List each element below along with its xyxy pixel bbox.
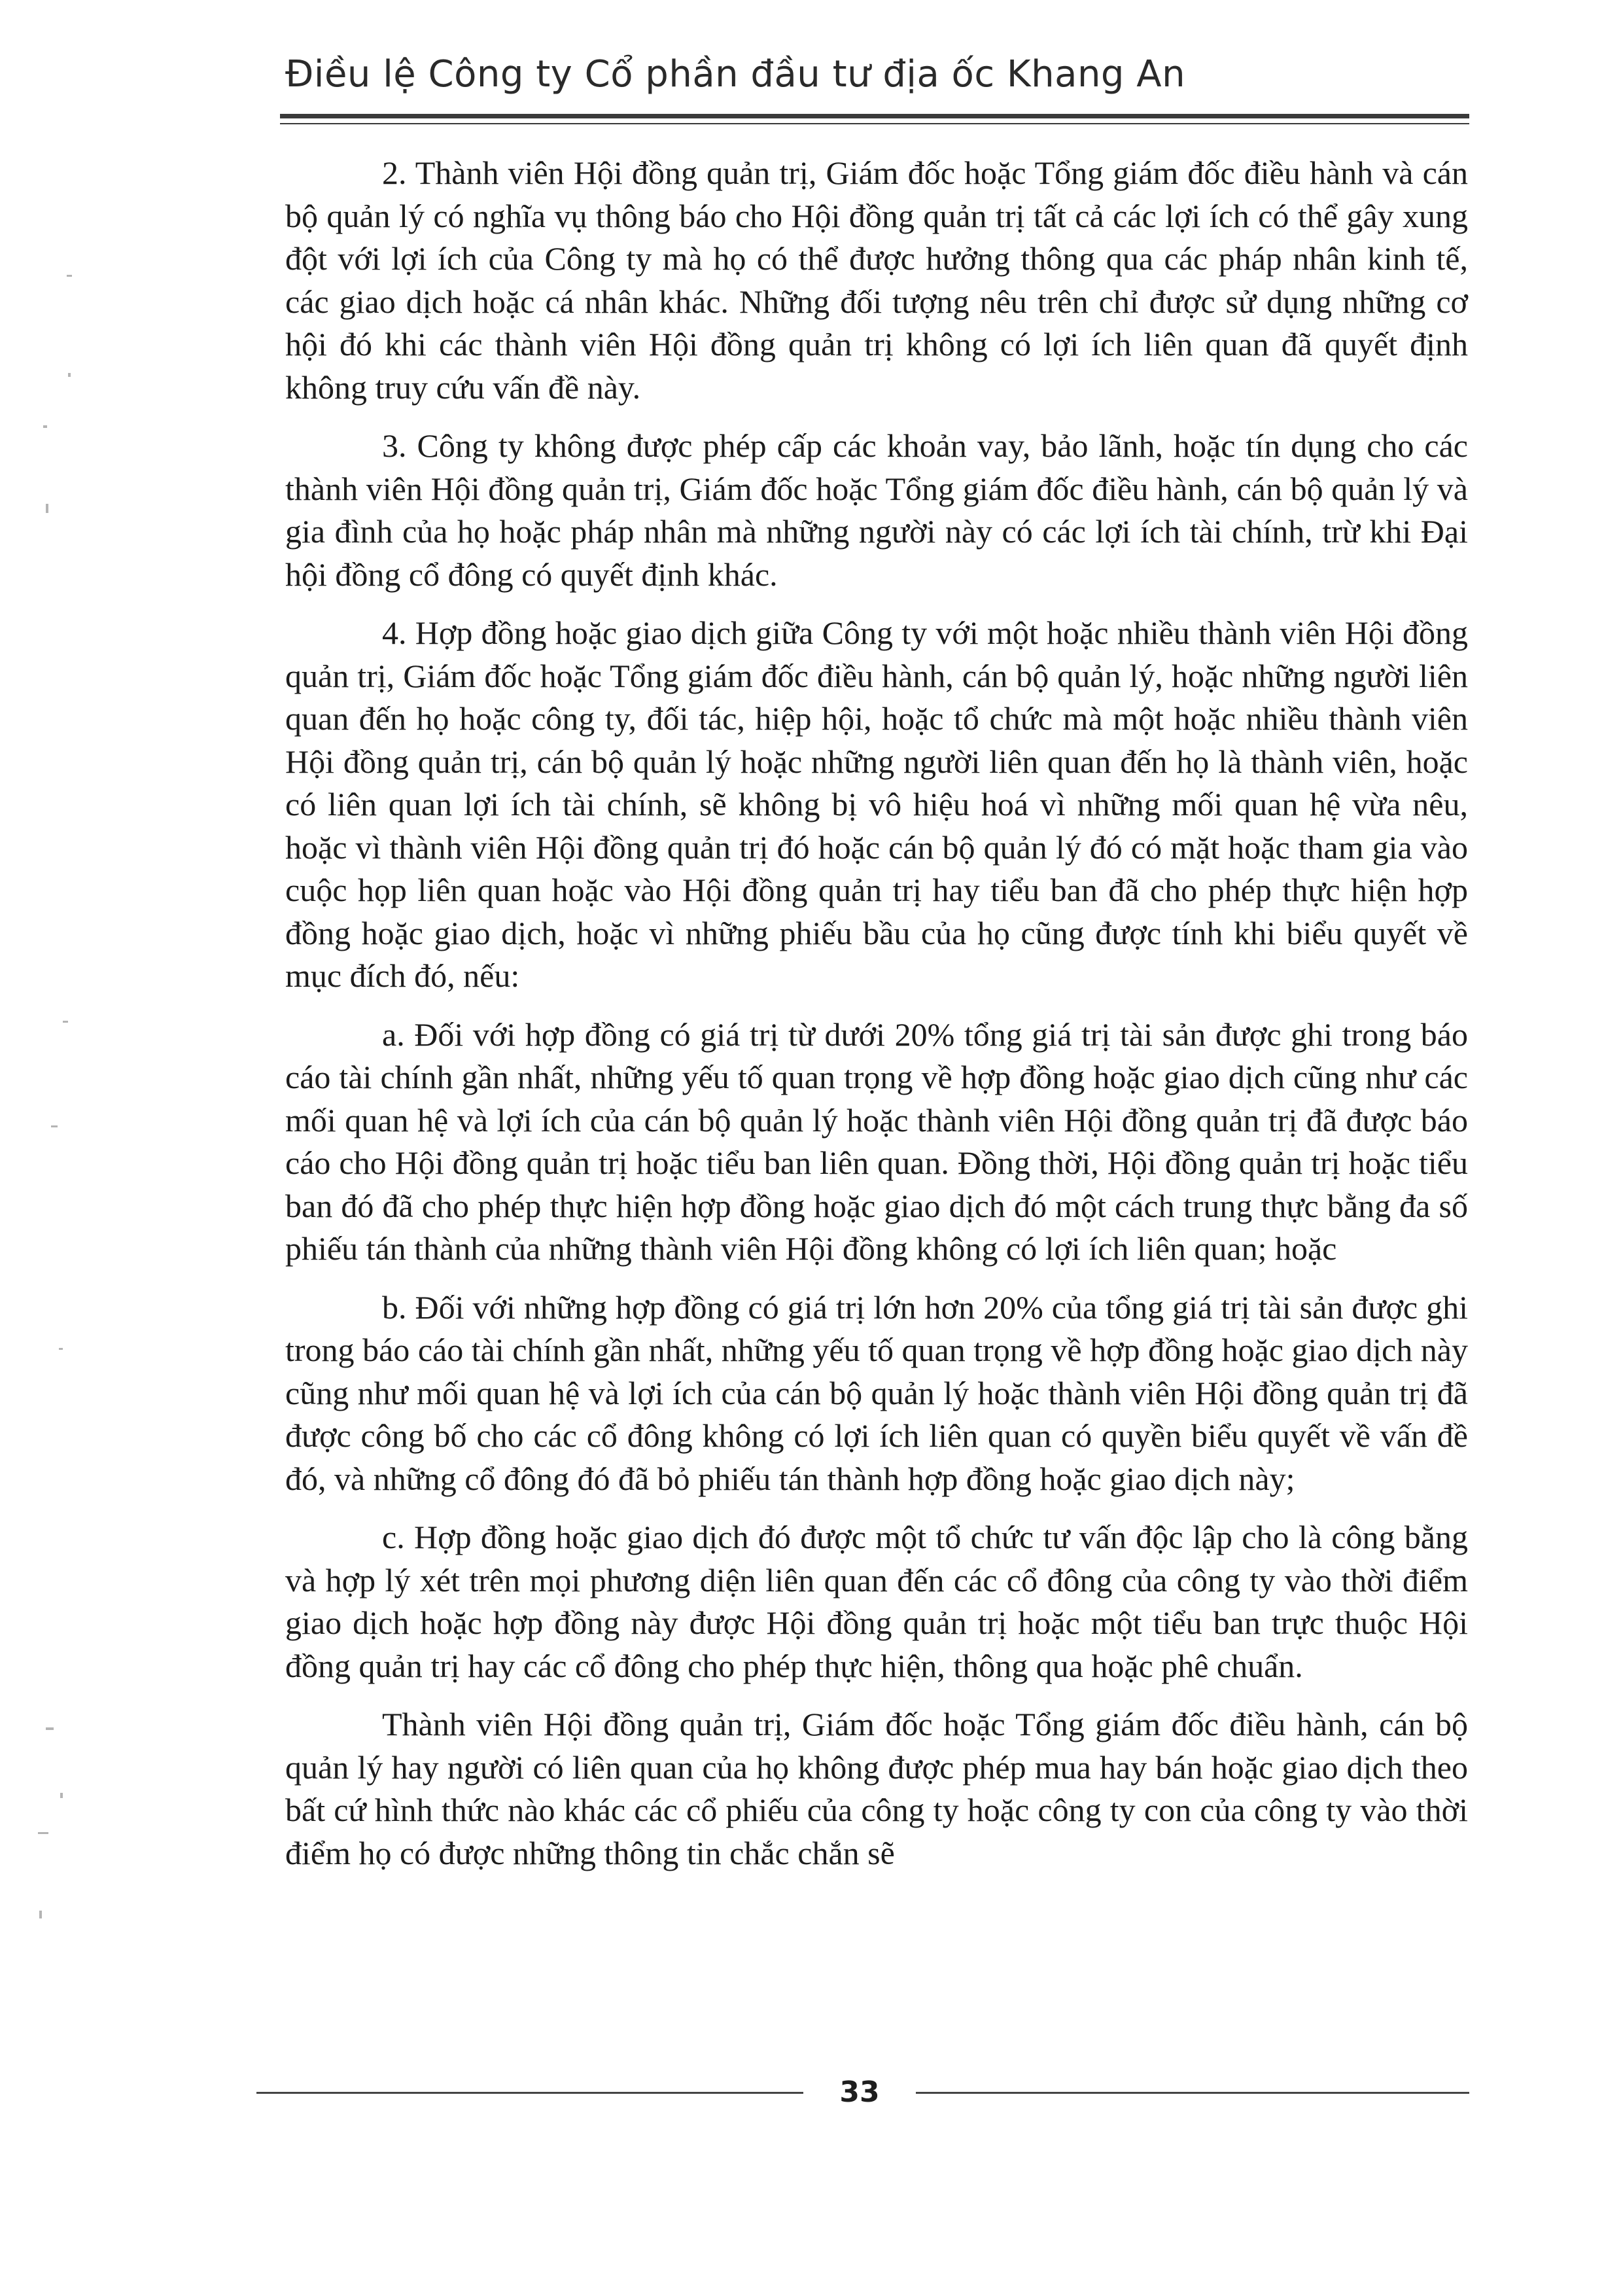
scan-speck [38,1832,48,1834]
scan-speck [51,1125,58,1127]
scan-speck [43,425,47,428]
scan-speck [68,373,71,377]
scan-speck [60,1793,63,1798]
paragraph-clause-3: 3. Công ty không được phép cấp các khoản vay, bảo lãnh, hoặc tín dụng cho các thành viên Hội đồng quản trị, Giám đốc hoặc Tổng giám đốc điều hành, cán bộ quản lý và gia đình của họ hoặc pháp nhân mà những người này có các lợi ích tài chính, trừ khi Đại hội đồng cổ đông có quyết định khác. [285,427,1468,593]
document-body [285,152,1468,1890]
scan-speck [67,275,72,277]
header-rule-thick [280,114,1469,118]
paragraph-item-b: b. Đối với những hợp đồng có giá trị lớn hơn 20% của tổng giá trị tài sản được ghi trong báo cáo tài chính gần nhất, những yếu tố quan trọng về hợp đồng hoặc giao dịch này cũng như mối quan hệ và lợi ích của cán bộ quản lý hoặc thành viên Hội đồng quản trị đã được công bố cho các cổ đông không có lợi ích liên quan có quyền biểu quyết về vấn đề đó, và những cổ đông đó đã bỏ phiếu tán thành hợp đồng hoặc giao dịch này; [285,1288,1468,1497]
paragraph-clause-4: 4. Hợp đồng hoặc giao dịch giữa Công ty với một hoặc nhiều thành viên Hội đồng quản trị, Giám đốc hoặc Tổng giám đốc điều hành, cán bộ quản lý, hoặc những người liên quan đến họ hoặc công ty, đối tác, hiệp hội, hoặc tổ chức mà một hoặc nhiều thành viên Hội đồng quản trị, cán bộ quản lý hoặc những người liên quan đến họ là thành viên, hoặc có liên quan lợi ích tài chính, sẽ không bị vô hiệu hoá vì những mối quan hệ vừa nêu, hoặc vì thành viên Hội đồng quản trị đó hoặc cán bộ quản lý đó có mặt hoặc tham gia vào cuộc họp liên quan hoặc vào Hội đồng quản trị hay tiểu ban đã cho phép thực hiện hợp đồng hoặc giao dịch, hoặc vì những phiếu bầu của họ cũng được tính khi biểu quyết về mục đích đó, nếu: [285,614,1468,994]
scan-speck [59,1348,63,1350]
paragraph-item-c: c. Hợp đồng hoặc giao dịch đó được một tổ chức tư vấn độc lập cho là công bằng và hợp lý xét trên mọi phương diện liên quan đến các cổ đông của công ty vào thời điểm giao dịch hoặc hợp đồng này được Hội đồng quản trị hoặc một tiểu ban trực thuộc Hội đồng quản trị hay các cổ đông cho phép thực hiện, thông qua hoặc phê chuẩn. [285,1519,1468,1684]
paragraph-closing: Thành viên Hội đồng quản trị, Giám đốc hoặc Tổng giám đốc điều hành, cán bộ quản lý hay người có liên quan của họ không được phép mua hay bán hoặc giao dịch theo bất cứ hình thức nào khác các cổ phiếu của công ty hoặc công ty con của công ty vào thời điểm họ có được những thông tin chắc chắn sẽ [285,1706,1468,1871]
scan-speck [63,1021,68,1023]
footer-rule-left [256,2092,803,2094]
paragraph-clause-2: 2. Thành viên Hội đồng quản trị, Giám đốc hoặc Tổng giám đốc điều hành và cán bộ quản lý có nghĩa vụ thông báo cho Hội đồng quản trị tất cả các lợi ích có thể gây xung đột với lợi ích của Công ty mà họ có thể được hưởng thông qua các pháp nhân kinh tế, các giao dịch hoặc cá nhân khác. Những đối tượng nêu trên chỉ được sử dụng những cơ hội đó khi các thành viên Hội đồng quản trị không có lợi ích liên quan đã quyết định không truy cứu vấn đề này. [285,154,1468,406]
page-number: 33 [839,2075,880,2109]
header-rule-thin [280,123,1469,124]
scan-speck [46,504,48,513]
scan-speck [39,1911,42,1918]
paragraph-item-a: a. Đối với hợp đồng có giá trị từ dưới 20% tổng giá trị tài sản được ghi trong báo cáo tài chính gần nhất, những yếu tố quan trọng về hợp đồng hoặc giao dịch cũng như các mối quan hệ và lợi ích của cán bộ quản lý hoặc thành viên Hội đồng quản trị đã được báo cáo cho Hội đồng quản trị hoặc tiểu ban liên quan. Đồng thời, Hội đồng quản trị hoặc tiểu ban đó đã cho phép thực hiện hợp đồng hoặc giao dịch đó một cách trung thực bằng đa số phiếu tán thành của những thành viên Hội đồng không có lợi ích liên quan; hoặc [285,1016,1468,1267]
scan-speck [46,1727,54,1730]
footer-rule-right [916,2092,1469,2094]
document-header-title: Điều lệ Công ty Cổ phần đầu tư địa ốc Khang An [285,53,1186,96]
